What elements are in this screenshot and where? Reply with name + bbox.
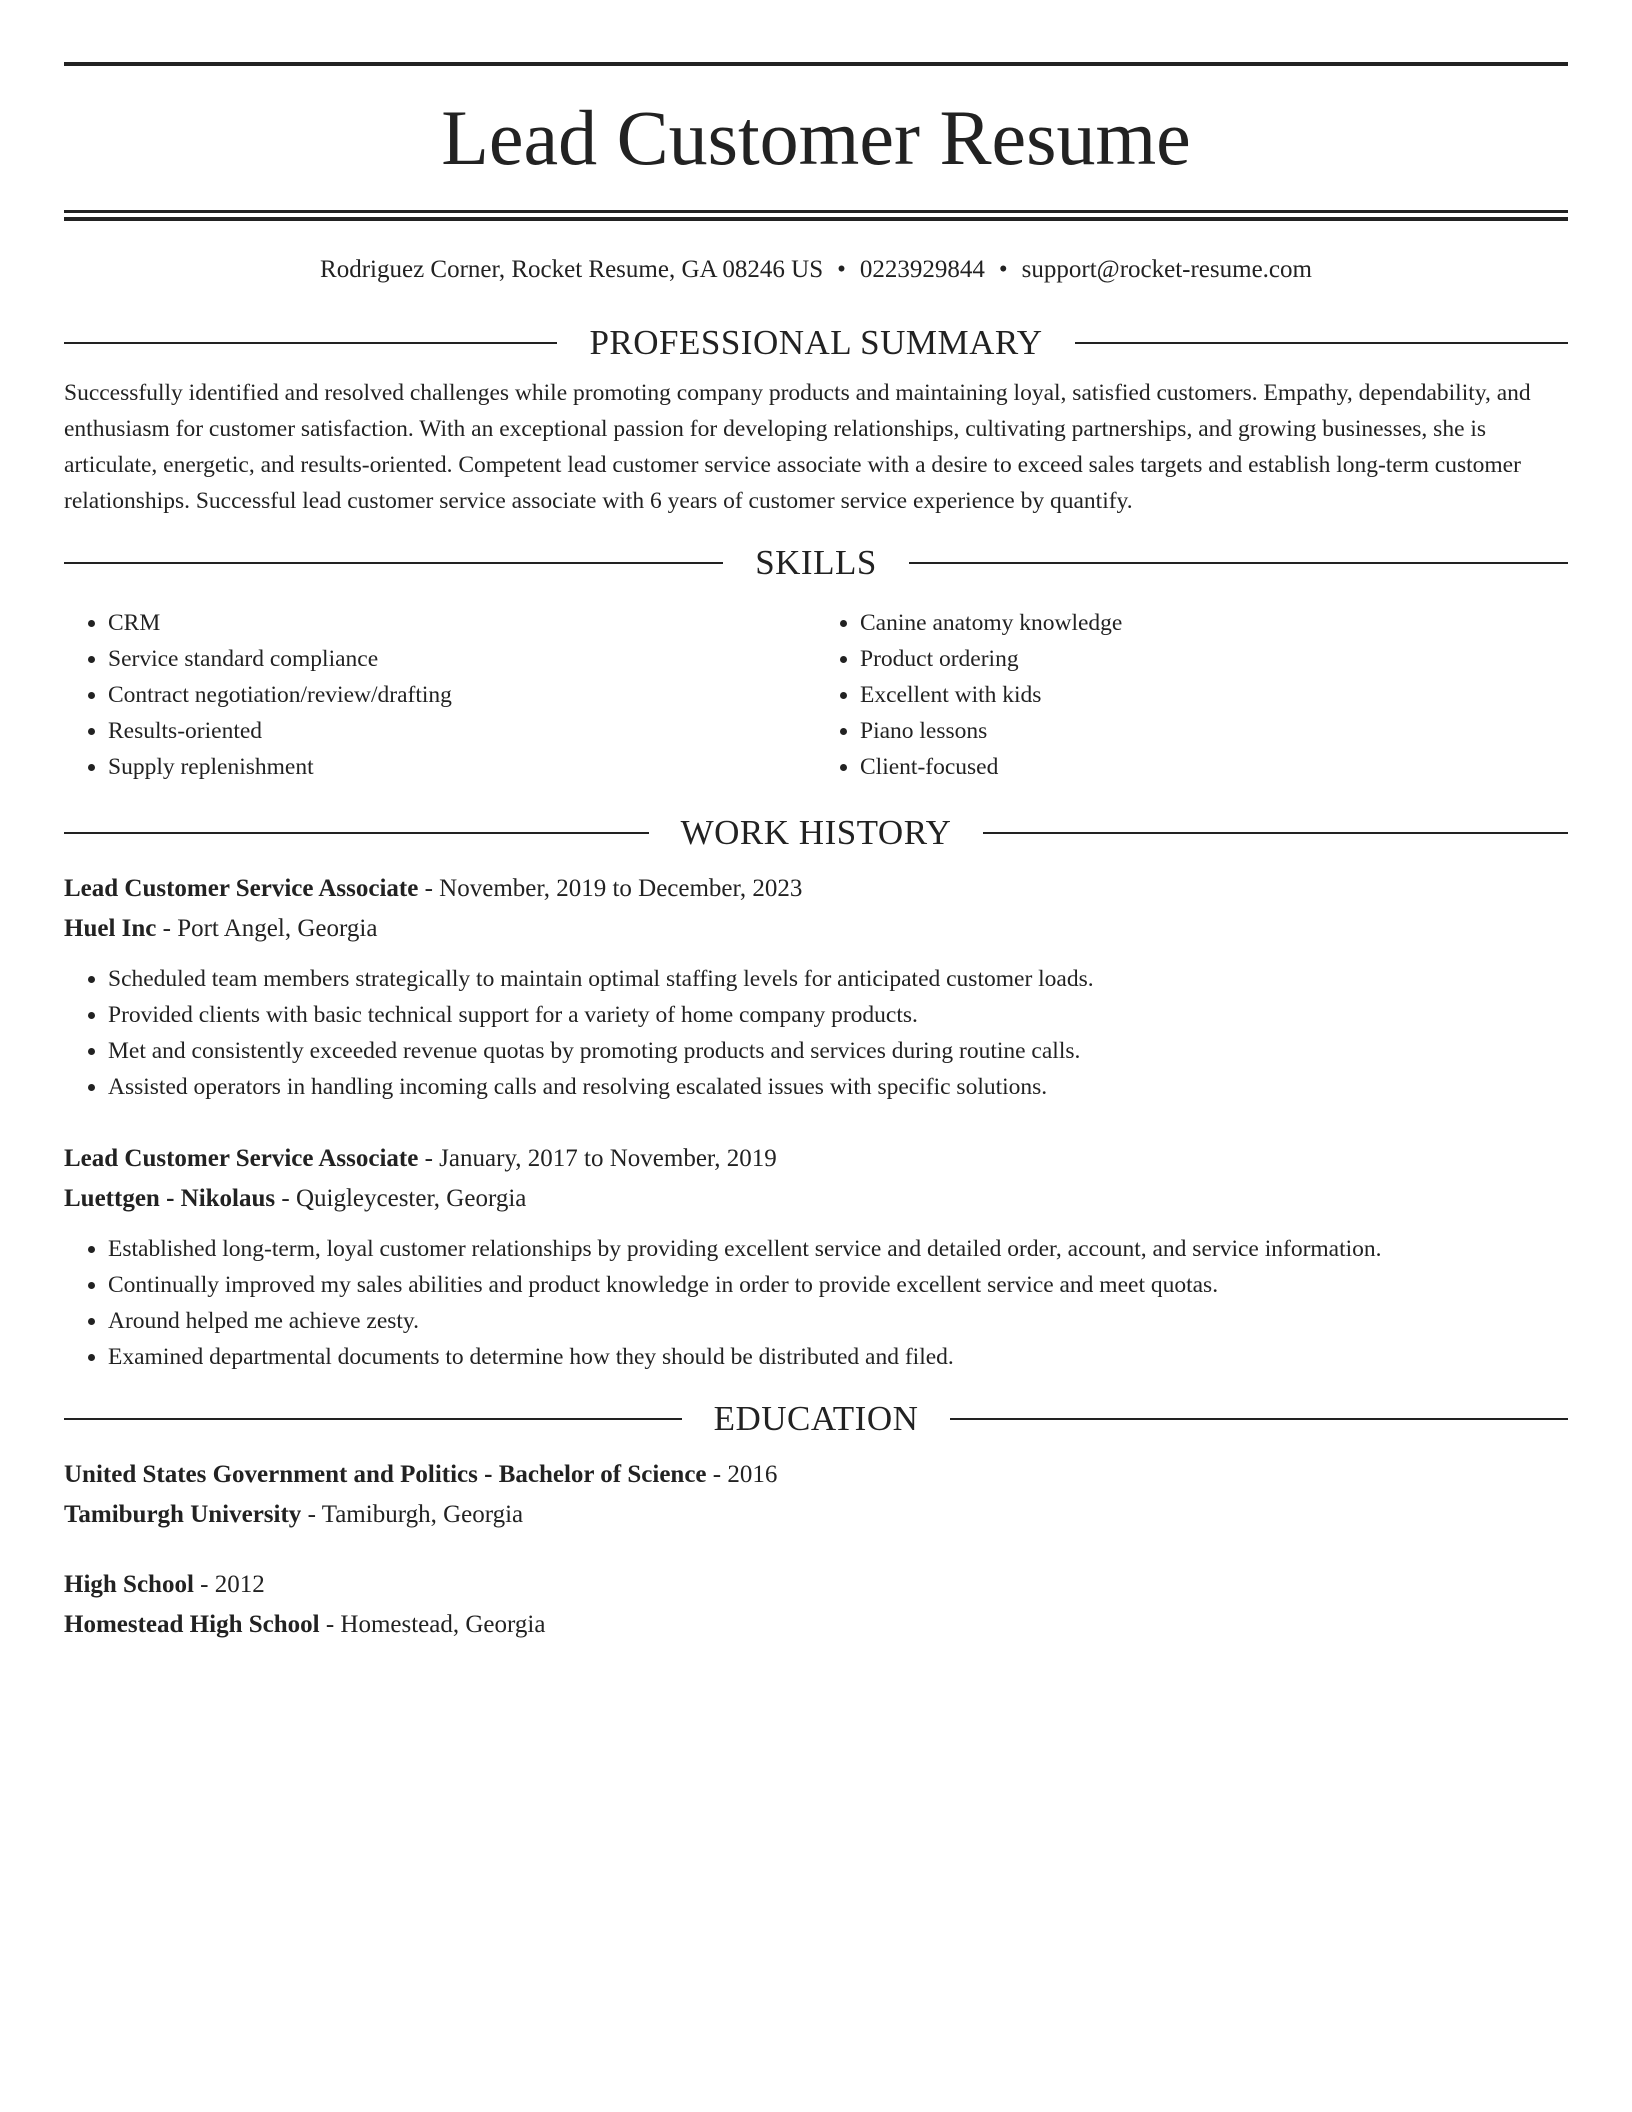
education-school: Homestead High School <box>64 1611 320 1638</box>
joiner: - <box>301 1501 322 1528</box>
job-company-line <box>64 909 1568 949</box>
joiner: - <box>319 1611 341 1638</box>
education-section-header <box>64 1397 1568 1441</box>
skill-item: • Contract negotiation/review/drafting <box>108 677 816 713</box>
job-bullet: • Examined departmental documents to determine how they should be distributed and filed. <box>108 1339 1568 1375</box>
summary-section-header <box>64 321 1568 365</box>
education-degree-line <box>64 1455 1568 1495</box>
job-title: Lead Customer Service Associate <box>64 1145 419 1172</box>
job-entry <box>64 1139 1568 1375</box>
joiner: - <box>706 1461 728 1488</box>
skill-item: • CRM <box>108 605 816 641</box>
education-degree: High School <box>64 1571 194 1598</box>
job-entry <box>64 869 1568 1105</box>
job-dates: November, 2019 to December, 2023 <box>439 875 803 902</box>
work-section-header <box>64 811 1568 855</box>
job-company: Huel Inc <box>64 915 157 942</box>
section-rule-left <box>64 1418 682 1420</box>
section-rule-left <box>64 832 649 834</box>
joiner: - <box>193 1571 215 1598</box>
job-bullet: • Assisted operators in handling incoming calls and resolving escalated issues with specific solutions. <box>108 1069 1568 1105</box>
job-title-line <box>64 1139 1568 1179</box>
education-entry <box>64 1455 1568 1535</box>
contact-separator: • <box>998 256 1008 283</box>
joiner: - <box>275 1185 296 1212</box>
education-school-line <box>64 1605 1568 1645</box>
section-rule-right <box>909 562 1568 564</box>
title-double-rule <box>64 210 1568 221</box>
contact-separator: • <box>837 256 846 283</box>
contact-line <box>64 255 1568 285</box>
skills-list <box>64 605 1568 785</box>
job-bullet: • Continually improved my sales abilities and product knowledge in order to provide excellent service and meet quotas. <box>108 1267 1568 1303</box>
job-company: Luettgen - Nikolaus <box>64 1185 276 1212</box>
job-bullet: • Met and consistently exceeded revenue quotas by promoting products and services during routine calls. <box>108 1033 1568 1069</box>
skill-item: • Results-oriented <box>108 713 816 749</box>
education-entry <box>64 1565 1568 1645</box>
section-rule-right <box>983 832 1568 834</box>
skill-item: • Canine anatomy knowledge <box>860 605 1568 641</box>
education-location: Tamiburgh, Georgia <box>321 1501 524 1528</box>
top-rule <box>64 62 1568 66</box>
job-bullets <box>64 961 1568 1105</box>
job-company-line <box>64 1179 1568 1219</box>
joiner: - <box>156 915 178 942</box>
section-rule-left <box>64 342 557 344</box>
skill-item: • Service standard compliance <box>108 641 816 677</box>
summary-heading: PROFESSIONAL SUMMARY <box>589 323 1043 362</box>
contact-address: Rodriguez Corner, Rocket Resume, GA 08246 US <box>320 256 824 283</box>
skills-column-left <box>64 605 816 785</box>
education-year: 2012 <box>214 1571 265 1598</box>
education-year: 2016 <box>727 1461 778 1488</box>
job-bullet: • Scheduled team members strategically to maintain optimal staffing levels for anticipated customer loads. <box>108 961 1568 997</box>
section-rule-left <box>64 562 723 564</box>
job-bullet: • Established long-term, loyal customer relationships by providing excellent service and detailed order, account, and service information. <box>108 1231 1568 1267</box>
job-bullets <box>64 1231 1568 1375</box>
skill-item: • Client-focused <box>860 749 1568 785</box>
contact-email: support@rocket-resume.com <box>1021 256 1312 283</box>
job-bullet: • Provided clients with basic technical support for a variety of home company products. <box>108 997 1568 1033</box>
skill-item: • Supply replenishment <box>108 749 816 785</box>
education-degree-line <box>64 1565 1568 1605</box>
skill-item: • Product ordering <box>860 641 1568 677</box>
skill-item: • Excellent with kids <box>860 677 1568 713</box>
education-school-line <box>64 1495 1568 1535</box>
joiner: - <box>418 875 440 902</box>
job-title-line <box>64 869 1568 909</box>
education-school: Tamiburgh University <box>64 1501 302 1528</box>
contact-phone: 0223929844 <box>859 256 985 283</box>
education-degree: United States Government and Politics - Bachelor of Science <box>64 1461 707 1488</box>
work-heading: WORK HISTORY <box>680 813 952 852</box>
skills-heading: SKILLS <box>755 543 877 582</box>
section-rule-right <box>950 1418 1568 1420</box>
job-location: Quigleycester, Georgia <box>295 1185 527 1212</box>
job-dates: January, 2017 to November, 2019 <box>439 1145 777 1172</box>
job-location: Port Angel, Georgia <box>177 915 378 942</box>
joiner: - <box>418 1145 440 1172</box>
job-title: Lead Customer Service Associate <box>64 875 419 902</box>
section-rule-right <box>1075 342 1568 344</box>
skill-item: • Piano lessons <box>860 713 1568 749</box>
education-location: Homestead, Georgia <box>340 1611 546 1638</box>
job-bullet: • Around helped me achieve zesty. <box>108 1303 1568 1339</box>
skills-column-right <box>816 605 1568 785</box>
resume-title: Lead Customer Resume <box>441 94 1191 181</box>
skills-section-header <box>64 541 1568 585</box>
summary-text: Successfully identified and resolved challenges while promoting company products and maintaining loyal, satisfied customers. Empathy, dependability, and enthusiasm for customer satisfaction. With an exceptional passion for developing relationships, cultivating partnerships, and growing businesses, she is articulate, energetic, and results-oriented. Competent lead customer service associate with a desire to exceed sales targets and establish long-term customer relationships. Successful lead customer service associate with 6 years of customer service experience by quantify. <box>64 380 1531 514</box>
education-heading: EDUCATION <box>713 1399 919 1438</box>
